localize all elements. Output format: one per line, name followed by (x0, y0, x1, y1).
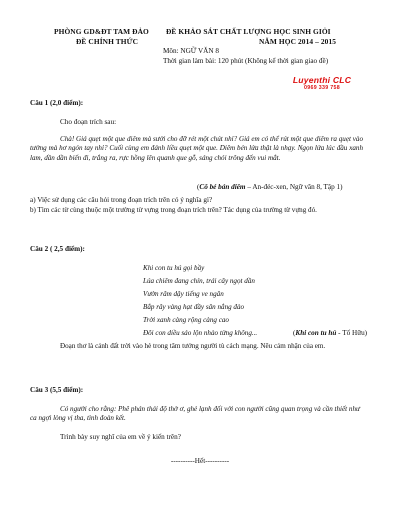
q1-intro: Cho đoạn trích sau: (60, 118, 117, 126)
q1-item-b: b) Tìm các từ cùng thuộc một trường từ vựng trong đoạn trích trên? Tác dụng của trường từ vựng đó. (30, 206, 317, 214)
q3-prompt: Trình bày suy nghĩ của em về ý kiến trên? (60, 433, 181, 441)
poem-line: Bắp rây vàng hạt đầy sân nắng đào (143, 303, 245, 311)
time-line: Thời gian làm bài: 120 phút (Không kể thời gian giao đề) (163, 57, 329, 65)
watermark-name: Luyenthi CLC (292, 75, 352, 85)
q1-source (197, 183, 343, 191)
subject-line: Môn: NGỮ VĂN 8 (163, 47, 219, 55)
q1-title: Câu 1 (2,0 điểm): (30, 99, 84, 107)
q1-source-rest: – An-đéc-xen, Ngữ văn 8, Tập 1) (245, 183, 343, 191)
q2-title: Câu 2 ( 2,5 điểm): (30, 245, 85, 253)
q2-source-rest: - Tố Hữu) (336, 329, 368, 337)
end-marker: ----------Hết---------- (170, 457, 230, 465)
q2-source (293, 329, 367, 337)
department-name: PHÒNG GD&ĐT TAM ĐẢO (54, 27, 149, 36)
poem-line: Vườn râm dậy tiếng ve ngân (143, 290, 224, 298)
exam-title: ĐỀ KHẢO SÁT CHẤT LƯỢNG HỌC SINH GIỎI (166, 27, 331, 36)
official-label: ĐỀ CHÍNH THỨC (76, 37, 139, 46)
q1-passage: Chà! Giá quẹt một que diêm mà sưởi cho đỡ rét một chút nhỉ? Giá em có thể rút một que diêm ra quẹt vào tường mà hơ ngón tay nhỉ? Cuối cùng em đánh liều quẹt một que. Diêm bén lửa thật là nhạy. Ngọn lửa lúc đầu xanh lam, dần dần biến đi, trắng ra, rực hồng lên quanh que gỗ, sáng chói trông đến vui mắt. (30, 135, 363, 162)
watermark-logo (283, 75, 361, 91)
q1-source-title: Cô bé bán diêm (199, 183, 246, 191)
poem-line: Khi con tu hú gọi bầy (143, 264, 205, 272)
poem-line: Đôi con diều sáo lộn nhào từng không... (143, 329, 258, 337)
q3-title: Câu 3 (5,5 điểm): (30, 386, 84, 394)
q2-source-title: Khi con tu hú (295, 329, 337, 337)
q1-source-open: ( (197, 183, 200, 191)
q3-quote: Có người cho rằng: Phê phán thái độ thờ ơ, ghẻ lạnh đối với con người cũng quan trọng và cần thiết như ca ngợi lòng vị tha, tình đoàn kết. (30, 405, 360, 423)
poem-line: Trời xanh càng rộng càng cao (143, 316, 229, 324)
q2-source-open: ( (293, 329, 296, 337)
school-year: NĂM HỌC 2014 – 2015 (259, 37, 337, 46)
q2-prompt: Đoạn thơ là cảnh đất trời vào hè trong tâm tưởng người tù cách mạng. Nêu cảm nhận của em. (60, 342, 326, 350)
poem-line: Lúa chiêm đang chín, trái cây ngọt dần (143, 277, 255, 285)
watermark-phone: 0969 339 758 (303, 85, 340, 91)
q1-item-a: a) Việc sử dụng các câu hỏi trong đoạn trích trên có ý nghĩa gì? (30, 196, 213, 204)
